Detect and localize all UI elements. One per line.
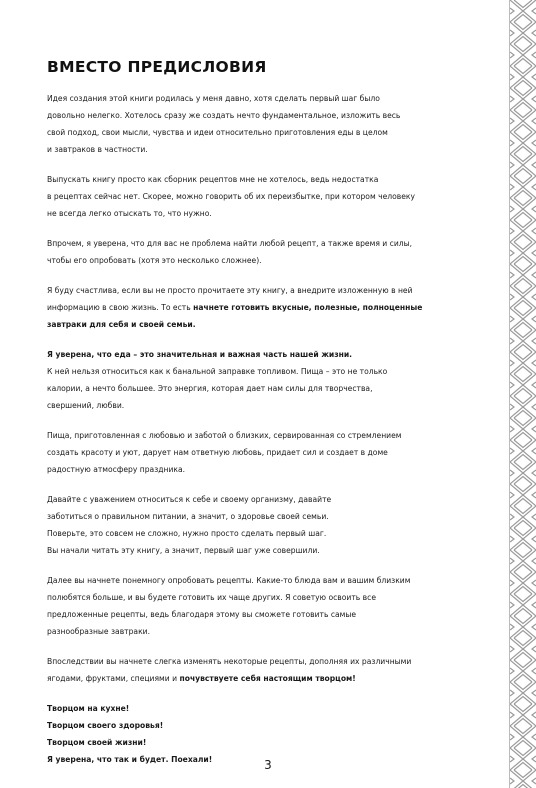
paragraph-1 [47, 90, 487, 158]
text-line: К ней нельзя относиться как к банальной заправке топливом. Пища – это не только [47, 367, 388, 376]
text-line: Поверьте, это совсем не сложно, нужно просто сделать первый шаг. [47, 529, 327, 538]
bold-emphasis: завтраки для себя и своей семьи. [47, 320, 196, 329]
text-fragment: информацию в свою жизнь. То есть [47, 303, 194, 312]
closing-line: Творцом своего здоровья! [47, 721, 164, 730]
text-line: предложенные рецепты, ведь благодаря этому вы сможете готовить самые [47, 610, 357, 619]
paragraph-3 [47, 235, 487, 269]
decorative-border-pattern [510, 0, 536, 788]
text-line: создать красоту и уют, дарует нам ответную любовь, придает сил и создает в доме [47, 448, 388, 457]
bold-emphasis: почувствуете себя настоящим творцом! [179, 674, 356, 683]
text-line: в рецептах сейчас нет. Скорее, можно говорить об их переизбытке, при котором человеку [47, 192, 415, 201]
paragraph-5 [47, 346, 487, 414]
text-line: радостную атмосферу праздника. [47, 465, 186, 474]
paragraph-7 [47, 491, 487, 559]
text-line: не всегда легко отыскать то, что нужно. [47, 209, 212, 218]
text-line: Идея создания этой книги родилась у меня давно, хотя сделать первый шаг было [47, 94, 380, 103]
page-number: 3 [264, 758, 272, 772]
text-line: и завтраков в частности. [47, 145, 148, 154]
text-line: разнообразные завтраки. [47, 627, 151, 636]
text-fragment: ягодами, фруктами, специями и [47, 674, 180, 683]
closing-line: Я уверена, что так и будет. Поехали! [47, 755, 213, 764]
text-line: свой подход, свои мысли, чувства и идеи относительно приготовления еды в целом [47, 128, 388, 137]
closing-line: Творцом на кухне! [47, 704, 130, 713]
paragraph-6 [47, 427, 487, 478]
text-line: свершений, любви. [47, 401, 125, 410]
text-line [47, 670, 487, 687]
text-line: Давайте с уважением относиться к себе и своему организму, давайте [47, 495, 332, 504]
paragraph-9 [47, 653, 487, 687]
text-line: Я буду счастлива, если вы не просто прочитаете эту книгу, а внедрите изложенную в ней [47, 286, 413, 295]
text-line: полюбятся больше, и вы будете готовить их чаще других. Я советую освоить все [47, 593, 376, 602]
border-divider [509, 0, 510, 788]
bold-emphasis: начнете готовить вкусные, полезные, полноценные [193, 303, 423, 312]
paragraph-8 [47, 572, 487, 640]
paragraph-2 [47, 171, 487, 222]
text-line: Далее вы начнете понемногу опробовать рецепты. Какие-то блюда вам и вашим близким [47, 576, 411, 585]
text-line: Пища, приготовленная с любовью и заботой о близких, сервированная со стремлением [47, 431, 402, 440]
text-line: Впоследствии вы начнете слегка изменять некоторые рецепты, дополняя их различными [47, 657, 412, 666]
text-line: чтобы его опробовать (хотя это несколько сложнее). [47, 256, 262, 265]
text-line [47, 299, 487, 316]
text-line: Впрочем, я уверена, что для вас не проблема найти любой рецепт, а также время и силы, [47, 239, 413, 248]
text-line: калории, а нечто большее. Это энергия, которая дает нам силы для творчества, [47, 384, 373, 393]
bold-emphasis: Я уверена, что еда – это значительная и важная часть нашей жизни. [47, 350, 353, 359]
page-content [47, 58, 487, 781]
text-line: Вы начали читать эту книгу, а значит, первый шаг уже совершили. [47, 546, 320, 555]
text-line: Выпускать книгу просто как сборник рецептов мне не хотелось, ведь недостатка [47, 175, 379, 184]
closing-line: Творцом своей жизни! [47, 738, 147, 747]
text-line: заботиться о правильном питании, а значит, о здоровье своей семьи. [47, 512, 329, 521]
paragraph-4 [47, 282, 487, 333]
text-line: довольно нелегко. Хотелось сразу же создать нечто фундаментальное, изложить весь [47, 111, 401, 120]
page-title: ВМЕСТО ПРЕДИСЛОВИЯ [47, 58, 267, 76]
